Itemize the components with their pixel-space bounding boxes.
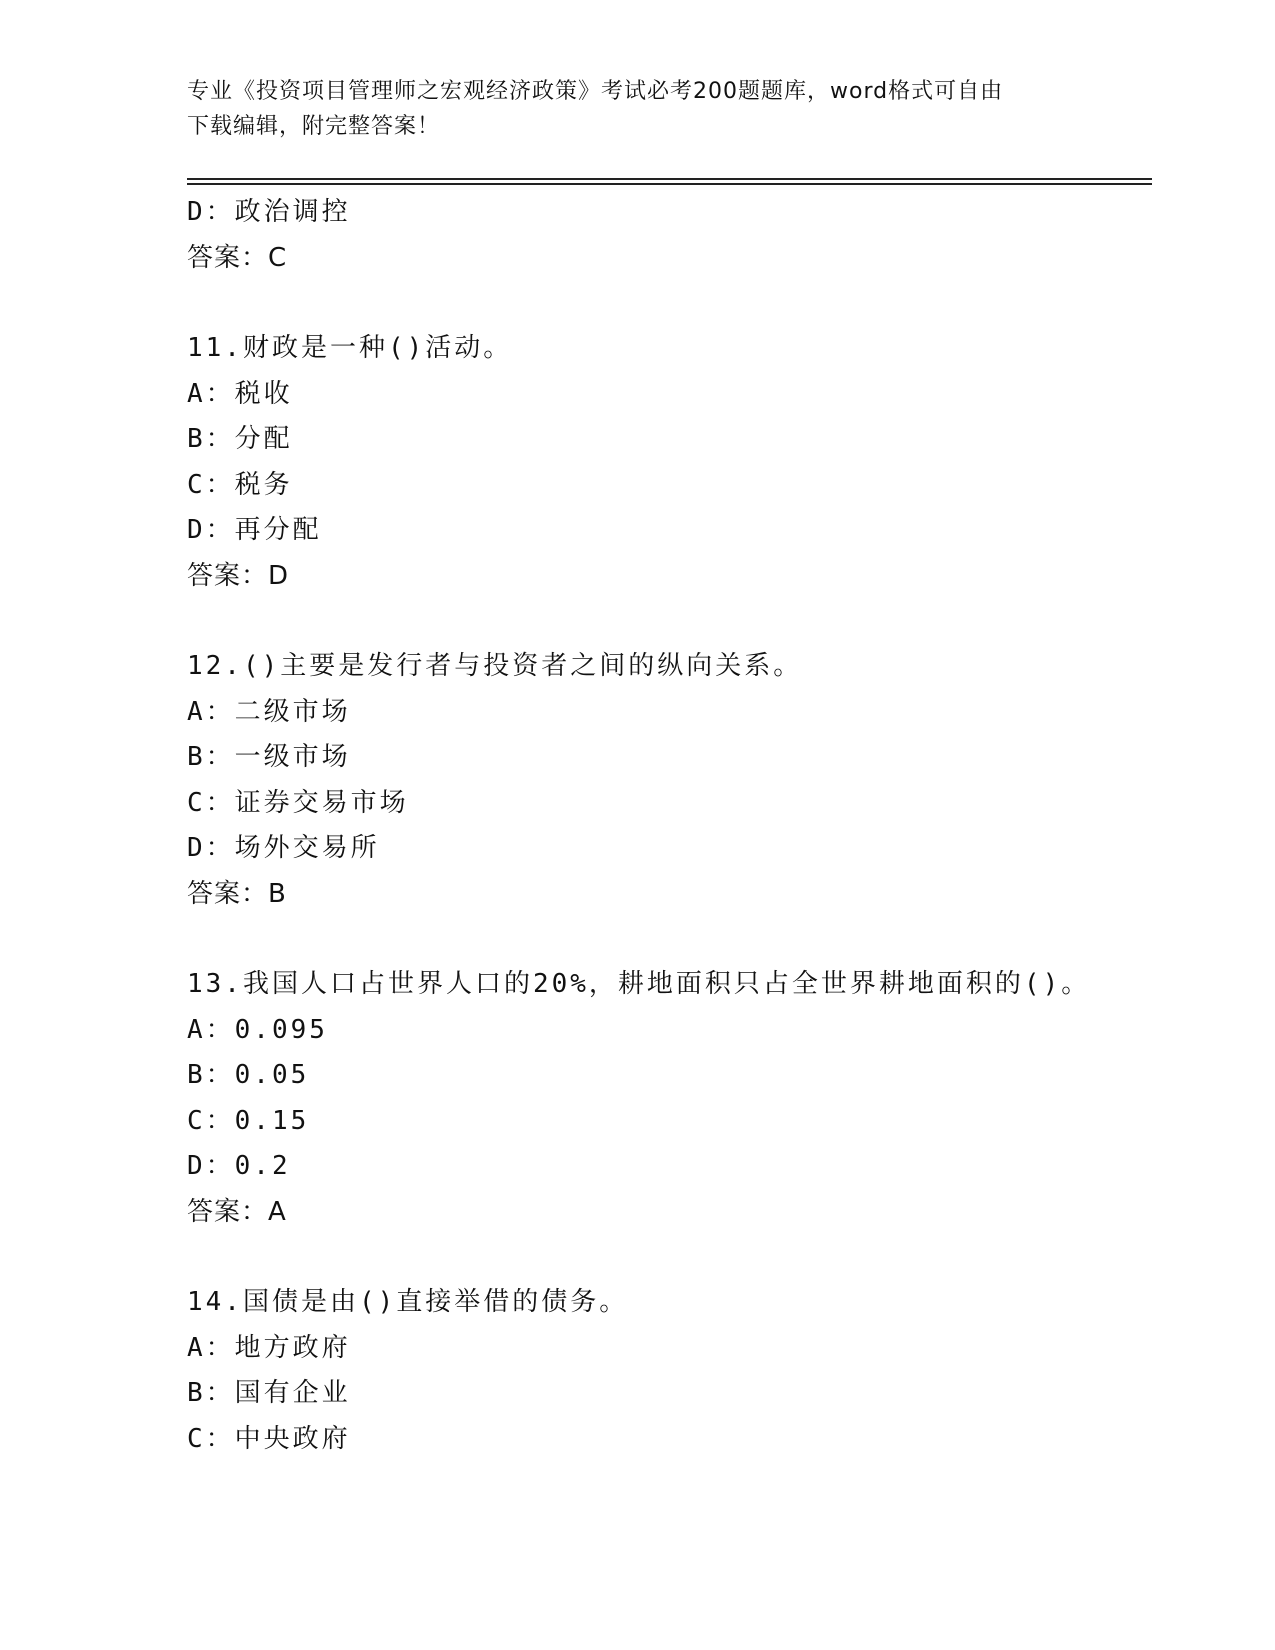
option-line: C：中央政府	[187, 1423, 351, 1454]
option-line: A：二级市场	[187, 696, 351, 727]
header-line-2: 下载编辑，附完整答案！	[187, 114, 441, 139]
question-block	[187, 1280, 1147, 1462]
answer-line: 答案：A	[187, 1196, 287, 1227]
option-line: D：0.2	[187, 1151, 291, 1181]
option-line: A：0.095	[187, 1014, 328, 1045]
option-line: B：0.05	[187, 1060, 310, 1090]
option-line: C：证券交易市场	[187, 787, 409, 818]
option-line: B：国有企业	[187, 1378, 351, 1408]
question-block	[187, 644, 1147, 917]
option-line: A：地方政府	[187, 1332, 351, 1363]
question-list	[187, 190, 1147, 1462]
question-block	[187, 190, 1147, 281]
option-line: D：政治调控	[187, 197, 351, 227]
question-stem: 14.国债是由()直接举借的债务。	[187, 1287, 629, 1317]
answer-line: 答案：D	[187, 560, 290, 591]
option-line: B：分配	[187, 424, 293, 454]
header-divider-bottom	[187, 183, 1152, 185]
question-block	[187, 962, 1147, 1235]
question-stem: 12.()主要是发行者与投资者之间的纵向关系。	[187, 651, 803, 681]
header-divider-top	[187, 178, 1152, 180]
question-block	[187, 326, 1147, 599]
header-line-1: 专业《投资项目管理师之宏观经济政策》考试必考200题题库，word格式可自由	[187, 79, 1004, 104]
option-line: A：税收	[187, 378, 293, 409]
question-stem: 13.我国人口占世界人口的20%，耕地面积只占全世界耕地面积的()。	[187, 969, 1091, 999]
option-line: B：一级市场	[187, 742, 351, 772]
option-line: C：0.15	[187, 1105, 310, 1136]
option-line: D：场外交易所	[187, 833, 380, 863]
answer-line: 答案：C	[187, 242, 288, 273]
question-stem: 11.财政是一种()活动。	[187, 333, 513, 363]
option-line: C：税务	[187, 469, 293, 500]
answer-line: 答案：B	[187, 878, 287, 909]
document-header	[187, 74, 1087, 144]
option-line: D：再分配	[187, 515, 322, 545]
